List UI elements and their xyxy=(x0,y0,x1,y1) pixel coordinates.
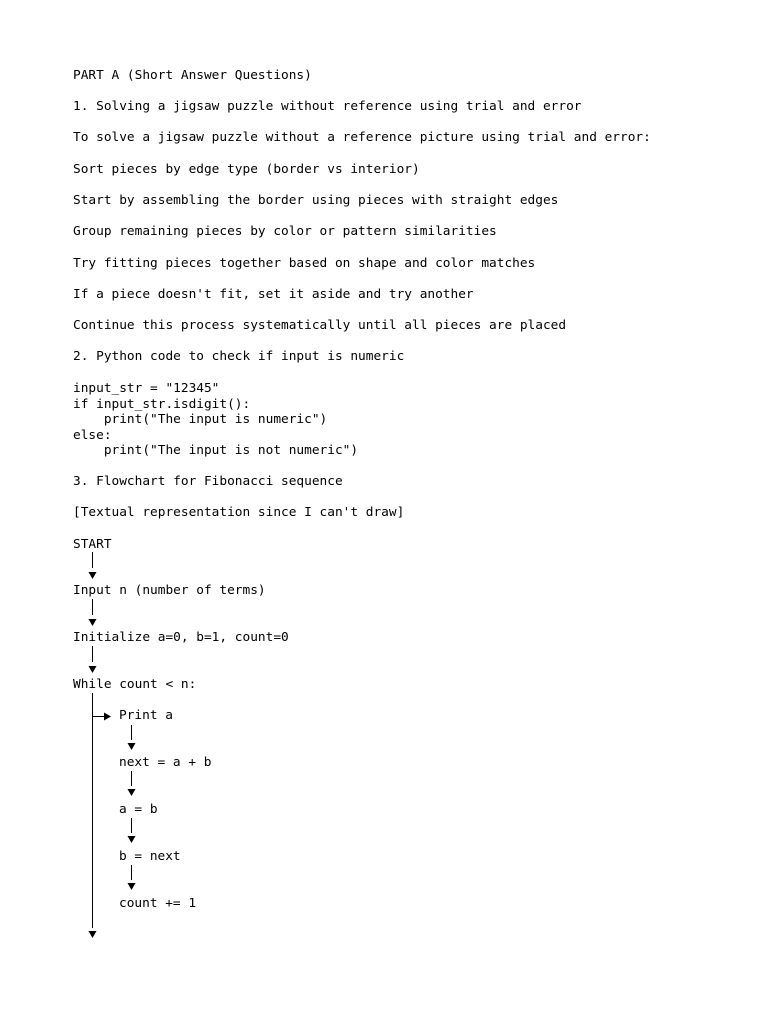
q1-step: Try fitting pieces together based on shape and color matches xyxy=(73,256,536,271)
arrow-down-icon xyxy=(128,836,136,843)
code-line: print("The input is not numeric") xyxy=(73,443,359,458)
flow-start: START xyxy=(73,537,112,552)
arrow-down-icon xyxy=(128,883,136,890)
arrow-down-icon xyxy=(89,666,97,673)
q1-title: 1. Solving a jigsaw puzzle without reference using trial and error xyxy=(73,99,582,114)
arrow-down-icon xyxy=(128,789,136,796)
q1-step: Continue this process systematically until all pieces are placed xyxy=(73,318,567,333)
arrow-down-icon xyxy=(89,619,97,626)
q3-title: 3. Flowchart for Fibonacci sequence xyxy=(73,474,343,489)
q1-intro: To solve a jigsaw puzzle without a reference picture using trial and error: xyxy=(73,130,651,145)
flow-input: Input n (number of terms) xyxy=(73,583,266,598)
code-line: print("The input is numeric") xyxy=(73,412,328,427)
q3-note: [Textual representation since I can't draw] xyxy=(73,505,405,520)
arrow-right-icon xyxy=(104,713,111,721)
q1-step: Start by assembling the border using pieces with straight edges xyxy=(73,193,559,208)
arrow-down-icon xyxy=(89,572,97,579)
part-heading: PART A (Short Answer Questions) xyxy=(73,68,312,83)
flow-body-step: Print a xyxy=(119,708,173,723)
q2-title: 2. Python code to check if input is numeric xyxy=(73,349,405,364)
code-line: input_str = "12345" xyxy=(73,381,220,396)
flow-init: Initialize a=0, b=1, count=0 xyxy=(73,630,289,645)
arrow-down-icon xyxy=(89,931,97,938)
flow-body-step: b = next xyxy=(119,849,181,864)
q1-step: If a piece doesn't fit, set it aside and try another xyxy=(73,287,474,302)
arrow-down-icon xyxy=(128,743,136,750)
flow-body-step: next = a + b xyxy=(119,755,212,770)
flow-body-step: a = b xyxy=(119,802,158,817)
code-line: else: xyxy=(73,428,112,443)
flow-loop: While count < n: xyxy=(73,677,197,692)
code-line: if input_str.isdigit(): xyxy=(73,397,251,412)
flow-body-step: count += 1 xyxy=(119,896,197,911)
q1-step: Group remaining pieces by color or pattern similarities xyxy=(73,224,497,239)
q1-step: Sort pieces by edge type (border vs interior) xyxy=(73,162,420,177)
